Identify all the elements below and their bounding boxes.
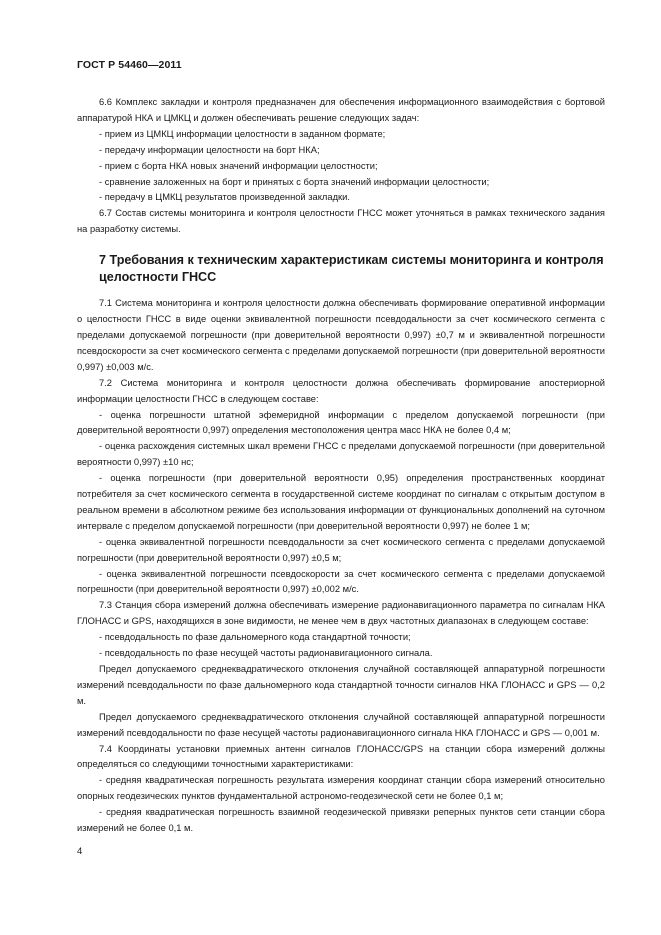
list-item: - сравнение заложенных на борт и принятых с борта значений информации целостности; [99,176,490,187]
paragraph-7-4: 7.4 Координаты установки приемных антенн сигналов ГЛОНАСС/GPS на станции сбора измерений должны определяться со следующими точностными характеристиками: [77,743,605,770]
page-content [77,95,605,837]
section-7-heading: 7 Требования к техническим характеристикам системы мониторинга и контроля целостности ГНСС [99,253,604,284]
page-number: 4 [77,846,83,857]
list-item: - оценка погрешности (при доверительной вероятности 0,95) определения пространственных координат потребителя за счет космического сегмента в государственной системе координат по сигналам с открытым доступом в реальном времени в абсолютном режиме без использования информации от функциональных дополнений на суточном интервале с пределом допускаемой погрешности (при доверительной вероятности 0,997) не более 1 м; [77,473,605,531]
list-item: - прием из ЦМКЦ информации целостности в заданном формате; [99,128,386,139]
list-item: - передачу в ЦМКЦ результатов произведенной закладки. [99,192,350,203]
paragraph-6-7: 6.7 Состав системы мониторинга и контроля целостности ГНСС может уточняться в рамках технического задания на разработку системы. [77,208,605,235]
paragraph-carrier-error-limit: Предел допускаемого среднеквадратического отклонения случайной составляющей аппаратурной погрешности измерений псевдодальности по фазе несущей частоты радионавигационного сигнала НКА ГЛОНАСС и GPS — 0,001 м. [77,711,605,738]
paragraph-code-error-limit: Предел допускаемого среднеквадратического отклонения случайной составляющей аппаратурной погрешности измерений псевдодальности по фазе дальномерного кода стандартной точности сигналов НКА ГЛОНАСС и GPS — 0,2 м. [77,664,605,706]
paragraph-6-6: 6.6 Комплекс закладки и контроля предназначен для обеспечения информационного взаимодействия с бортовой аппаратурой НКА и ЦМКЦ и должен обеспечивать решение следующих задач: [77,97,605,123]
list-item: - средняя квадратическая погрешность взаимной геодезической привязки реперных пунктов сети станции сбора измерений не более 0,1 м. [77,807,605,834]
list-item: - псевдодальность по фазе несущей частоты радионавигационного сигнала. [99,648,433,659]
list-item: - оценка эквивалентной погрешности псевдодальности за счет космического сегмента с пределами допускаемой погрешности (при доверительной вероятности 0,997) ±0,5 м; [77,536,605,563]
standard-id-header: ГОСТ Р 54460—2011 [77,59,182,71]
list-item: - оценка расхождения системных шкал времени ГНСС с пределами допускаемой погрешности (при доверительной вероятности 0,997) ±10 нс; [77,441,605,468]
paragraph-7-3: 7.3 Станция сбора измерений должна обеспечивать измерение радионавигационного параметра по сигналам НКА ГЛОНАСС и GPS, находящихся в зоне видимости, не менее чем в двух частотных диапазонах в следующем составе: [77,600,605,627]
list-item: - оценка погрешности штатной эфемеридной информации с пределом допускаемой погрешности (при доверительной вероятности 0,997) определения местоположения центра масс НКА не более 0,4 м; [77,409,605,436]
list-item: - псевдодальность по фазе дальномерного кода стандартной точности; [99,632,411,643]
paragraph-7-2: 7.2 Система мониторинга и контроля целостности должна обеспечивать формирование апостериорной информации целостности ГНСС в следующем составе: [77,377,605,404]
list-item: - передачу информации целостности на борт НКА; [99,144,320,155]
list-item: - средняя квадратическая погрешность результата измерения координат станции сбора измерений относительно опорных геодезических пунктов фундаментальной астрономо-геодезической сети не более 0,1 м; [77,775,605,802]
list-item: - прием с борта НКА новых значений информации целостности; [99,160,378,171]
list-item: - оценка эквивалентной погрешности псевдоскорости за счет космического сегмента с пределами допускаемой погрешности (при доверительной вероятности 0,997) ±0,002 м/с. [77,568,605,595]
paragraph-7-1: 7.1 Система мониторинга и контроля целостности должна обеспечивать формирование оперативной информации о целостности ГНСС в виде оценки эквивалентной погрешности псевдодальности за счет космического сегмента с пределами допускаемой погрешности (при доверительной вероятности 0,997) ±0,7 м и эквивалентной погрешности псевдоскорости за счет космического сегмента с пределами допускаемой погрешности (при доверительной вероятности 0,997) ±0,003 м/с. [77,298,605,372]
